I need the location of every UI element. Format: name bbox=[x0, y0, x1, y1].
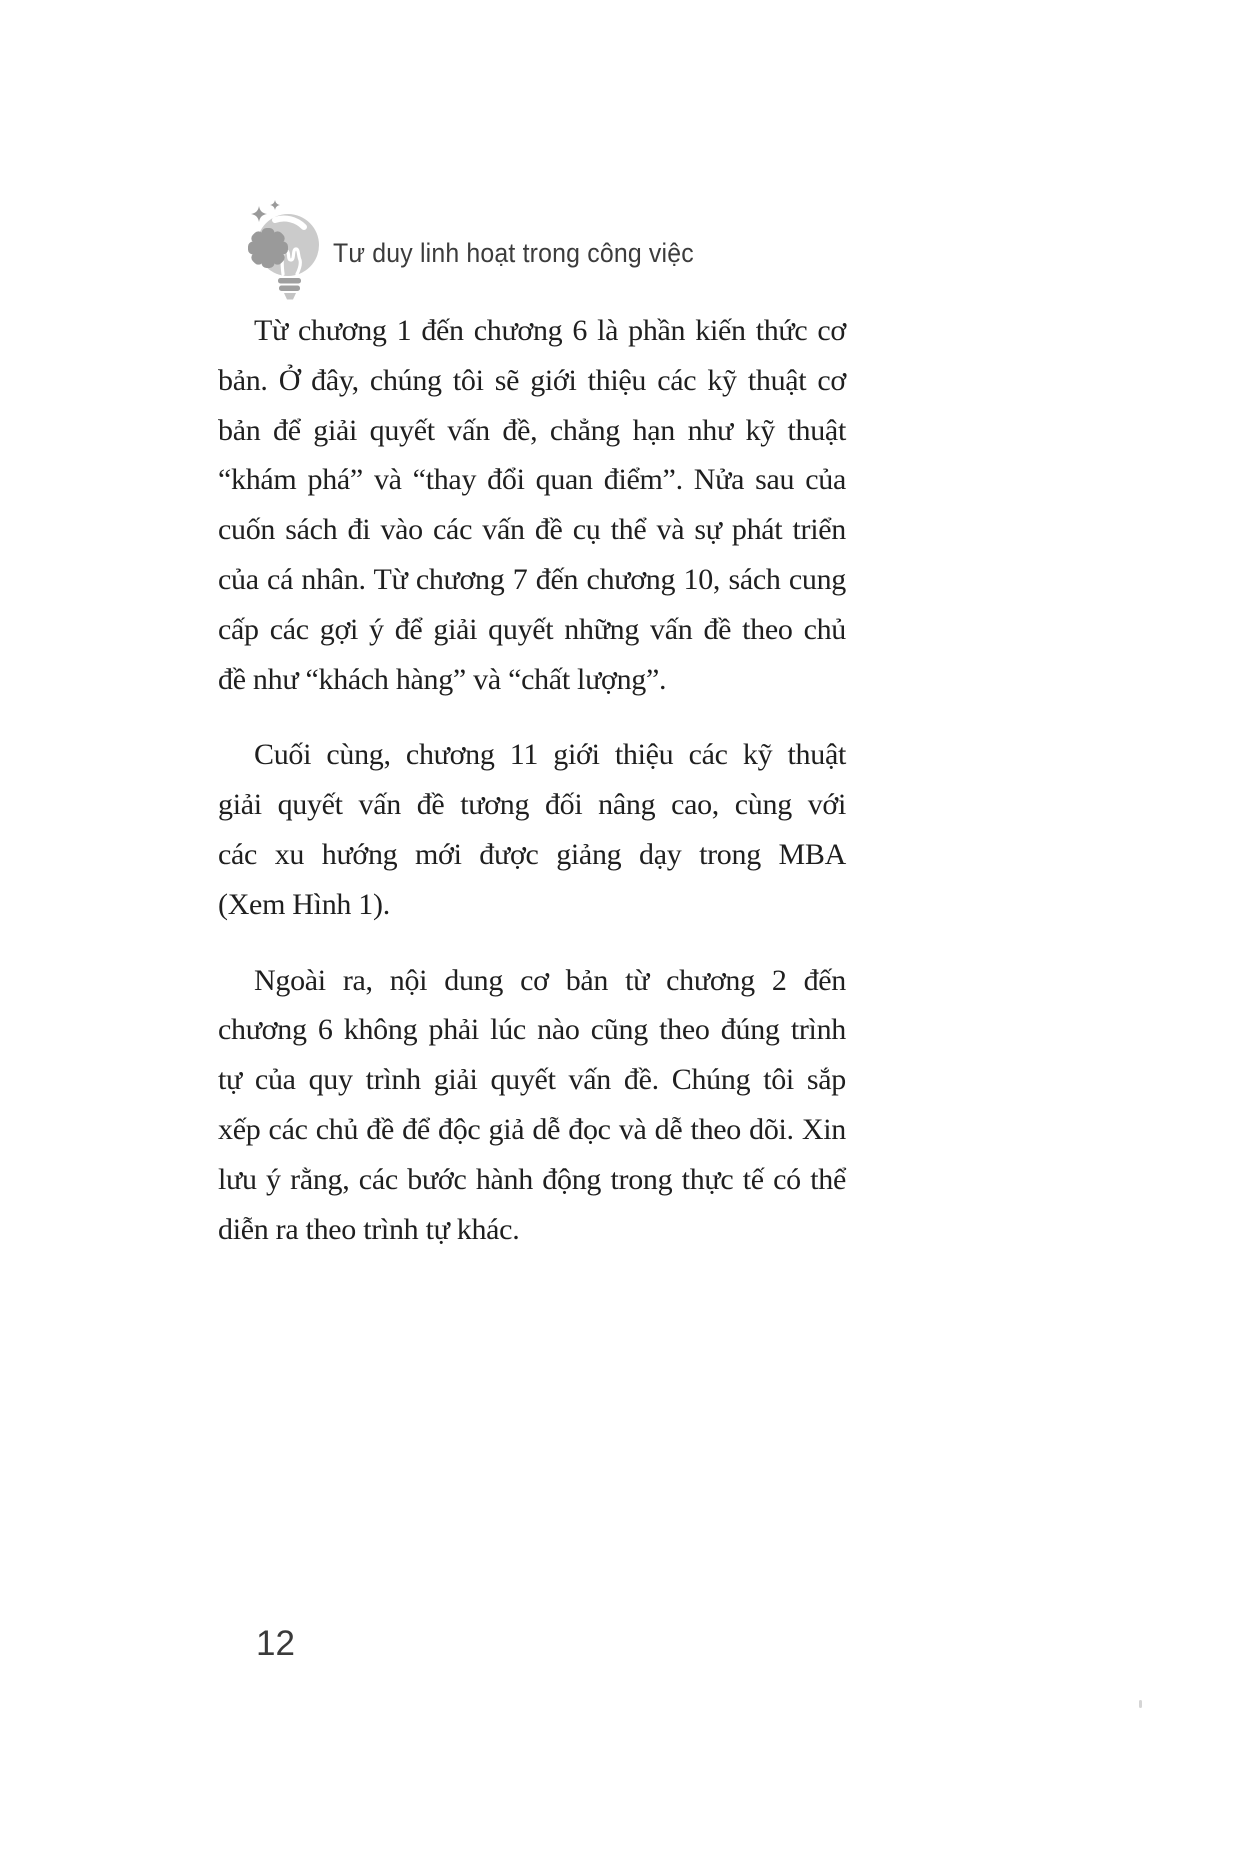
gear bbox=[248, 228, 288, 268]
text-line: Từ chương 1 đến chương 6 là phần kiến thức cơ bbox=[254, 314, 846, 347]
text-line: diễn ra theo trình tự khác. bbox=[218, 1212, 520, 1246]
text-line: chương 6 không phải lúc nào cũng theo đúng trình bbox=[218, 1013, 846, 1047]
sparkle-small bbox=[270, 200, 280, 210]
text-line: bản để giải quyết vấn đề, chẳng hạn như kỹ thuật bbox=[218, 413, 846, 447]
bulb-base-band bbox=[278, 278, 301, 284]
paragraph bbox=[218, 306, 846, 704]
text-line: cuốn sách đi vào các vấn đề cụ thể và sự phát triển bbox=[218, 513, 846, 547]
text-line: Ngoài ra, nội dung cơ bản từ chương 2 đến bbox=[254, 963, 846, 997]
text-line: tự của quy trình giải quyết vấn đề. Chúng tôi sắp bbox=[218, 1063, 846, 1097]
text-line: bản. Ở đây, chúng tôi sẽ giới thiệu các kỹ thuật cơ bbox=[218, 363, 846, 397]
paragraph bbox=[218, 956, 846, 1255]
text-line: “khám phá” và “thay đổi quan điểm”. Nửa sau của bbox=[218, 463, 846, 497]
text-line: các xu hướng mới được giảng dạy trong MBA bbox=[218, 837, 846, 871]
text-line: đề như “khách hàng” và “chất lượng”. bbox=[218, 662, 667, 696]
bulb-base-tip bbox=[284, 293, 296, 300]
text-line: cấp các gợi ý để giải quyết những vấn đề theo chủ bbox=[218, 612, 846, 646]
text-line: của cá nhân. Từ chương 7 đến chương 10, sách cung bbox=[218, 562, 846, 596]
text-line: lưu ý rằng, các bước hành động trong thực tế có thể bbox=[218, 1162, 846, 1196]
paragraph bbox=[218, 730, 846, 929]
text-line: Cuối cùng, chương 11 giới thiệu các kỹ thuật bbox=[254, 738, 846, 772]
scan-artifact-dot bbox=[1139, 1700, 1142, 1708]
running-header-title: Tư duy linh hoạt trong công việc bbox=[333, 238, 694, 268]
body-text-block bbox=[218, 306, 846, 1254]
lightbulb-gear-sparkles-icon bbox=[235, 186, 335, 304]
sparkle-large bbox=[251, 206, 267, 222]
text-line: xếp các chủ đề để độc giả dễ đọc và dễ theo dõi. Xin bbox=[218, 1112, 846, 1146]
bulb-base-band bbox=[279, 286, 300, 292]
text-line: giải quyết vấn đề tương đối nâng cao, cùng với bbox=[218, 788, 846, 822]
page-number: 12 bbox=[256, 1624, 295, 1663]
text-line: (Xem Hình 1). bbox=[218, 887, 390, 921]
